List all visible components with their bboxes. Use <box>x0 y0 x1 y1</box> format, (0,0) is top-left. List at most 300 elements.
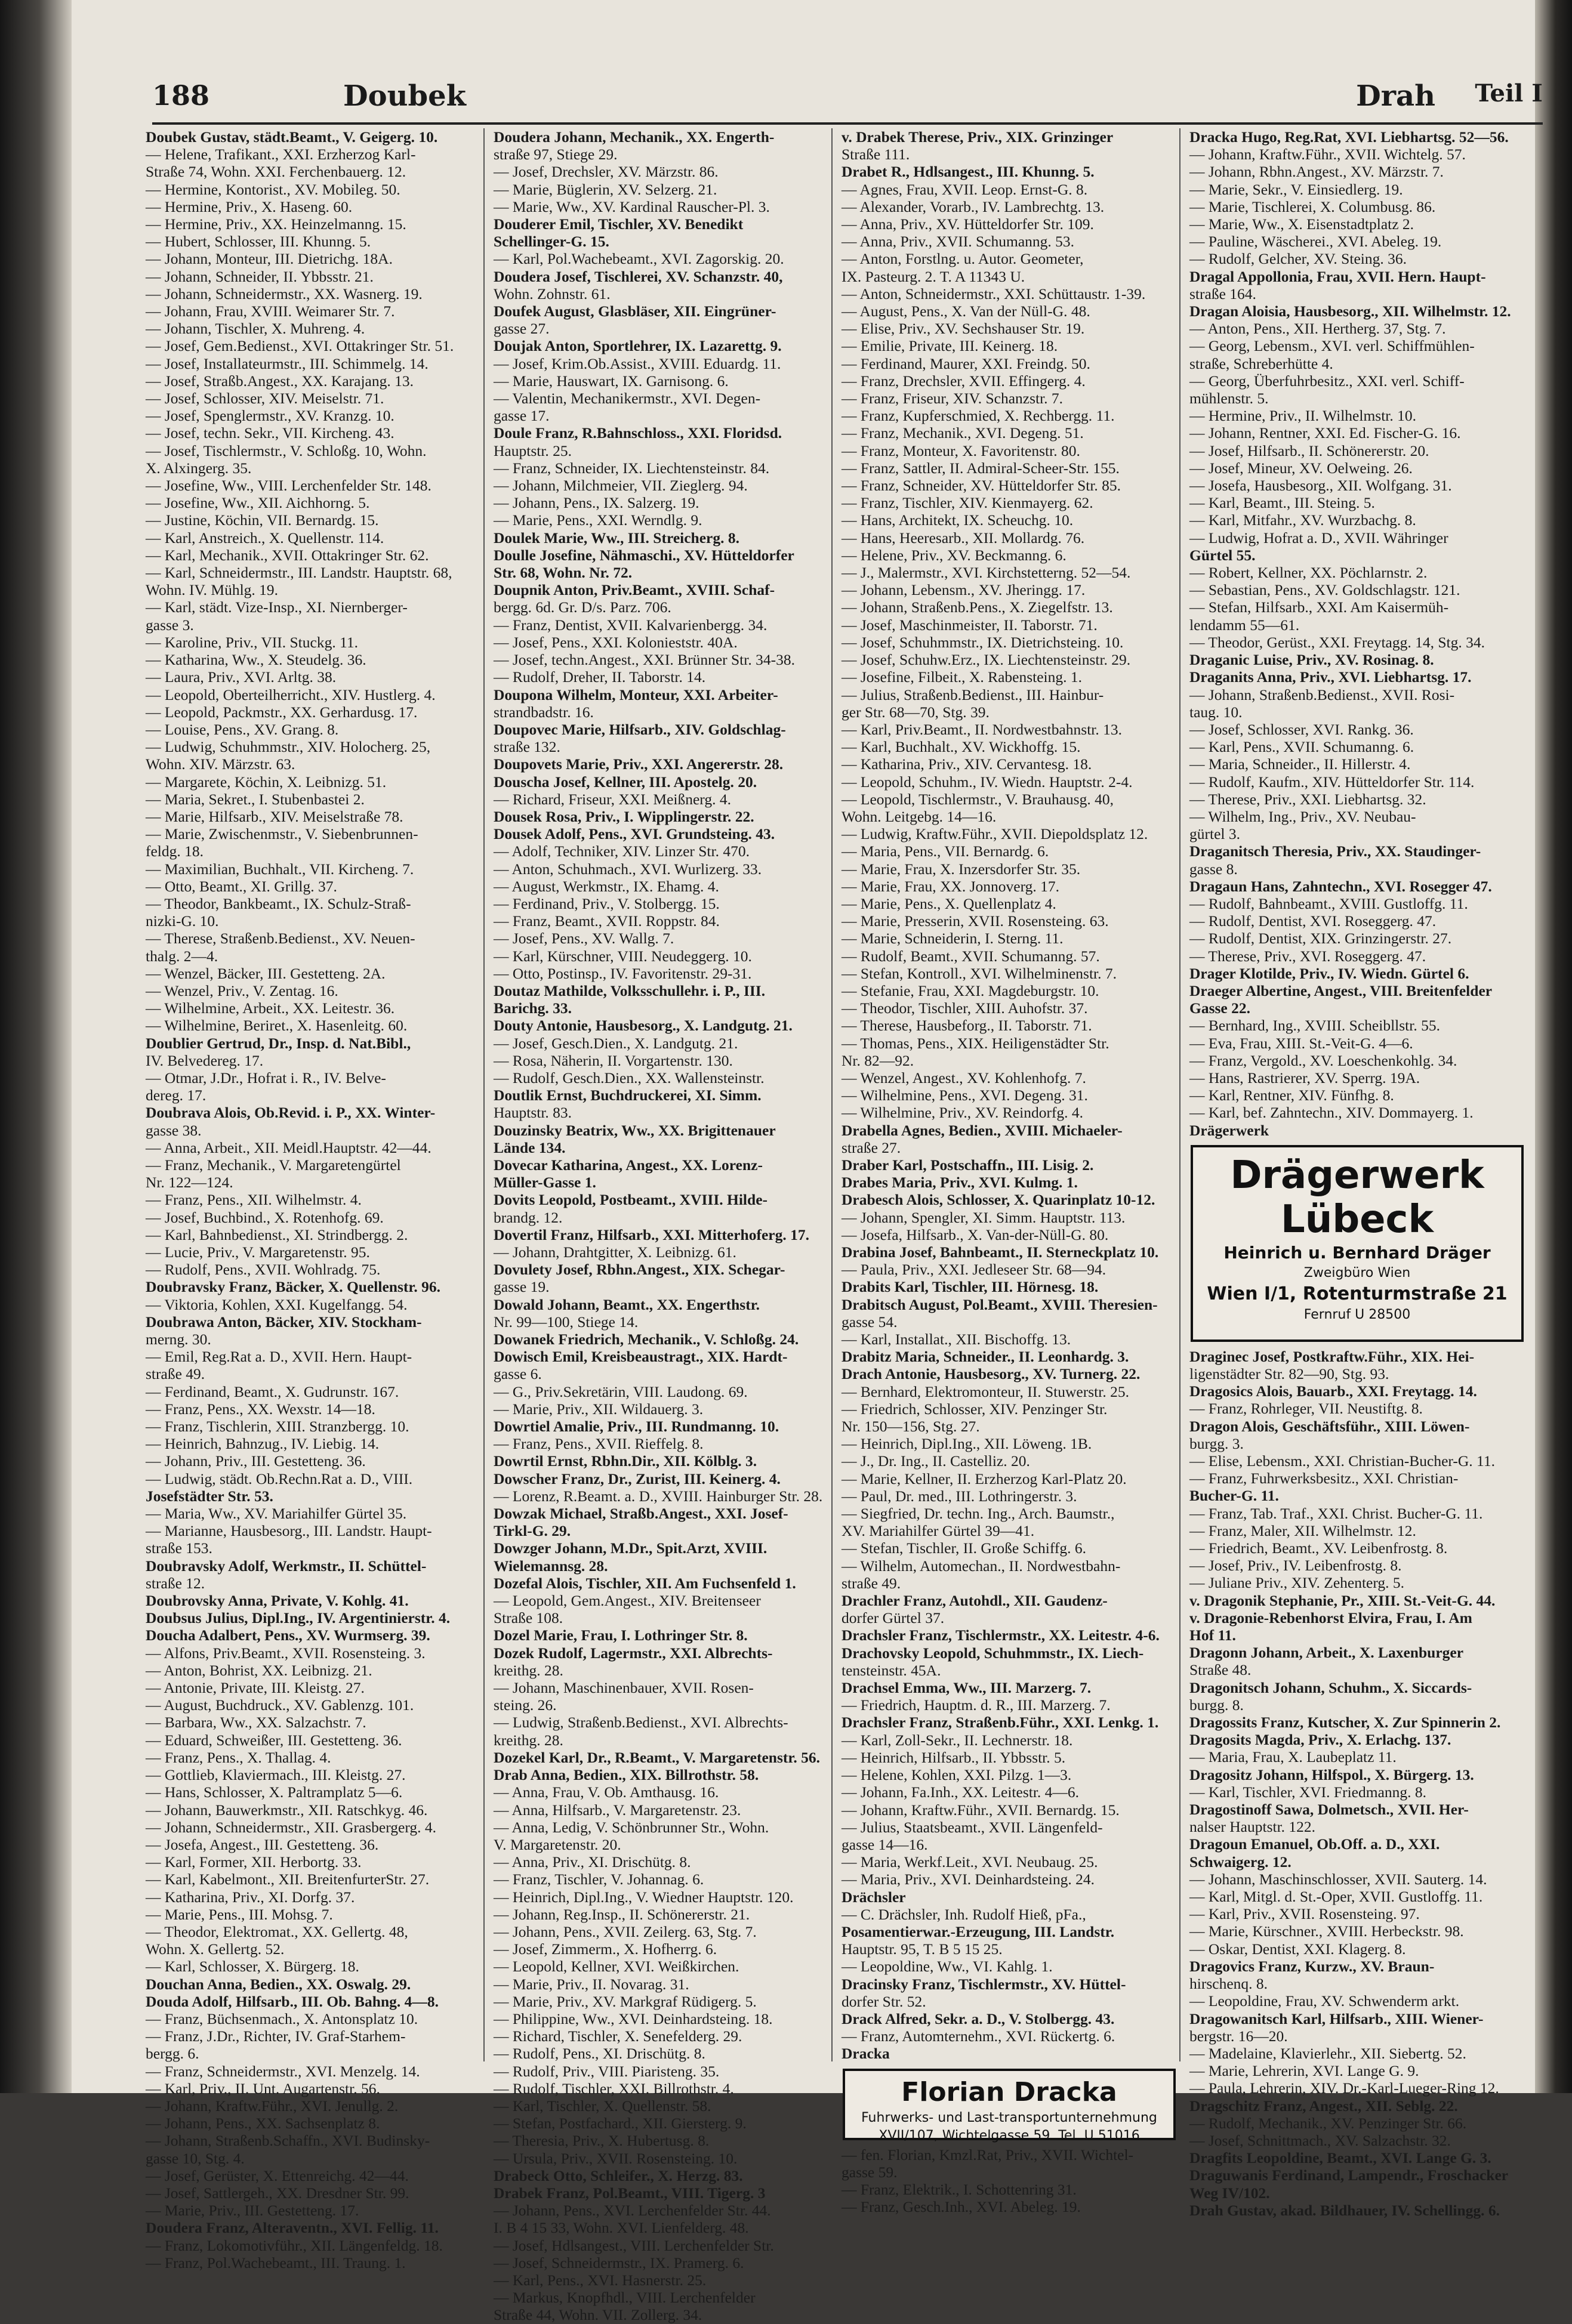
directory-entry: Doupovets Marie, Priv., XXI. Angererstr. 28. <box>494 755 784 773</box>
directory-entry: — Therese, Priv., XXI. Liebhartsg. 32. <box>1189 790 1426 808</box>
directory-entry: Drächsler <box>842 1888 906 1906</box>
directory-entry: IV. Belvedereg. 17. <box>146 1051 264 1069</box>
directory-entry: — Agnes, Frau, XVII. Leop. Ernst-G. 8. <box>842 180 1088 198</box>
directory-entry: bergg. 6d. Gr. D/s. Parz. 706. <box>494 598 671 616</box>
directory-entry: Doubek Gustav, städt.Beamt., V. Geigerg. 10. <box>146 128 438 146</box>
directory-entry: straße 27. <box>842 1138 901 1156</box>
directory-entry: — Karl, Beamt., III. Steing. 5. <box>1189 494 1375 512</box>
directory-entry: — C. Drächsler, Inh. Rudolf Hieß, pFa., <box>842 1905 1086 1923</box>
directory-entry: Wohn. Leitgebg. 14—16. <box>842 807 997 825</box>
directory-entry: — Anna, Priv., XVII. Schumanng. 53. <box>842 233 1075 251</box>
directory-entry: — Paul, Dr. med., III. Lothringerstr. 3. <box>842 1487 1077 1505</box>
directory-entry: dorfer Str. 52. <box>842 1992 926 2010</box>
directory-entry: — Josef, Hdlsangest., VIII. Lerchenfelder Str. <box>494 2236 774 2254</box>
directory-entry: — Wenzel, Priv., V. Zentag. 16. <box>146 982 338 999</box>
directory-entry: — Marie, Tischlerei, X. Columbusg. 86. <box>1189 197 1436 215</box>
directory-entry: Gasse 22. <box>1189 999 1250 1017</box>
directory-entry: Dragosits Magda, Priv., X. Erlachg. 137. <box>1189 1731 1451 1749</box>
directory-entry: Dozefal Alois, Tischler, XII. Am Fuchsenfeld 1. <box>494 1574 796 1592</box>
directory-entry: — fen. Florian, Kmzl.Rat, Priv., XVII. Wichtel- <box>842 2146 1134 2163</box>
directory-entry: Drah Gustav, akad. Bildhauer, IV. Schellingg. 6. <box>1189 2201 1500 2219</box>
directory-entry: — Leopold, Schuhm., IV. Wiedn. Hauptstr. 2-4. <box>842 773 1133 791</box>
directory-entry: — Marie, Schneiderin, I. Sterng. 11. <box>842 930 1064 947</box>
directory-entry: Dowisch Emil, Kreisbeaustragt., XIX. Hardt- <box>494 1348 788 1366</box>
directory-entry: Dragonn Johann, Arbeit., X. Laxenburger <box>1189 1644 1464 1662</box>
directory-entry: — Gottlieb, Klaviermach., III. Kleistg. 27. <box>146 1766 406 1784</box>
directory-entry: Nr. 150—156, Stg. 27. <box>842 1418 980 1436</box>
directory-entry: — Franz, Pens., XVII. Rieffelg. 8. <box>494 1435 704 1453</box>
directory-entry: v. Dragonie-Rebenhorst Elvira, Frau, I. Am <box>1189 1609 1472 1627</box>
directory-entry: nalser Hauptstr. 122. <box>1189 1818 1316 1836</box>
directory-entry: Drab Anna, Bedien., XIX. Billrothstr. 58. <box>494 1766 759 1784</box>
directory-entry: — Franz, Elektrik., I. Schottenring 31. <box>842 2180 1077 2198</box>
directory-entry: — Wilhelmine, Priv., XV. Reindorfg. 4. <box>842 1104 1084 1122</box>
directory-entry: feldg. 18. <box>146 842 204 860</box>
directory-entry: IX. Pasteurg. 2. T. A 11343 U. <box>842 267 1025 285</box>
directory-entry: — Franz, Automternehm., XVI. Rückertg. 6. <box>842 2027 1115 2045</box>
directory-entry: — Marie, Pens., X. Quellenplatz 4. <box>842 894 1056 912</box>
directory-entry: — Theodor, Elektromat., XX. Gellertg. 48, <box>146 1922 408 1940</box>
directory-entry: gasse 6. <box>494 1365 542 1383</box>
directory-entry: Drabeck Otto, Schleifer., X. Herzg. 83. <box>494 2166 743 2184</box>
directory-entry: — Ursula, Priv., XVII. Rosensteing. 10. <box>494 2149 738 2167</box>
directory-entry: Doulek Marie, Ww., III. Streicherg. 8. <box>494 529 739 547</box>
directory-entry: — Valentin, Mechanikermstr., XVI. Degen- <box>494 390 761 408</box>
directory-entry: — Adolf, Techniker, XIV. Linzer Str. 470. <box>494 842 750 860</box>
directory-entry: Dragon Alois, Geschäftsführ., XIII. Löwen- <box>1189 1417 1470 1435</box>
directory-entry: — Josef, Pens., XV. Wallg. 7. <box>494 930 674 947</box>
directory-entry: — Katharina, Priv., XIV. Cervantesg. 18. <box>842 755 1092 773</box>
directory-entry: Straße 111. <box>842 146 910 163</box>
directory-entry: — Rosa, Näherin, II. Vorgartenstr. 130. <box>494 1051 733 1069</box>
directory-entry: — Viktoria, Kohlen, XXI. Kugelfangg. 54. <box>146 1295 408 1313</box>
directory-entry: — Karl, Kabelmont., XII. BreitenfurterStr. 27. <box>146 1871 430 1888</box>
directory-entry: — Johann, Kraftw.Führ., XVII. Bernardg. 15. <box>842 1801 1120 1819</box>
directory-entry: — Franz, Kupferschmied, X. Rechbergg. 11. <box>842 407 1115 425</box>
directory-entry: Straße 44, Wohn. VII. Zollerg. 34. <box>494 2306 702 2324</box>
directory-entry: — Leopold, Oberteilherricht., XIV. Hustlerg. 4. <box>146 686 436 703</box>
directory-entry: — Franz, Gesch.Inh., XVI. Abeleg. 19. <box>842 2198 1081 2216</box>
directory-entry: Douda Adolf, Hilfsarb., III. Ob. Bahng. 4—8. <box>146 1992 439 2010</box>
directory-entry: — Rudolf, Beamt., XVII. Schumanng. 57. <box>842 947 1100 965</box>
directory-entry: lendamm 55—61. <box>1189 616 1300 634</box>
directory-entry: — Hans, Rastrierer, XV. Sperrg. 19A. <box>1189 1069 1420 1087</box>
directory-entry: — Laura, Priv., XVI. Arltg. 38. <box>146 668 337 686</box>
directory-entry: — Stefanie, Frau, XXI. Magdeburgstr. 10. <box>842 982 1099 999</box>
directory-entry: — Wilhelmine, Arbeit., XX. Leitestr. 36. <box>146 999 395 1017</box>
directory-entry: Dozekel Karl, Dr., R.Beamt., V. Margaretenstr. 56. <box>494 1748 820 1766</box>
directory-entry: — Johann, Milchmeier, VII. Zieglerg. 94. <box>494 477 748 495</box>
directory-entry: — Karl, Pol.Wachebeamt., XVI. Zagorskig. 20. <box>494 250 784 268</box>
directory-entry: XV. Mariahilfer Gürtel 39—41. <box>842 1522 1035 1540</box>
directory-entry: — Johann, Pens., IX. Salzerg. 19. <box>494 494 699 512</box>
directory-entry: Dragal Appollonia, Frau, XVII. Hern. Haupt- <box>1189 267 1486 285</box>
directory-entry: Dowscher Franz, Dr., Zurist, III. Keinerg. 4. <box>494 1470 781 1487</box>
directory-entry: — Hans, Schlosser, X. Paltramplatz 5—6. <box>146 1783 403 1801</box>
directory-entry: Dovecar Katharina, Angest., XX. Lorenz- <box>494 1156 763 1174</box>
directory-entry: — Karl, Schlosser, X. Bürgerg. 18. <box>146 1958 359 1976</box>
directory-entry: — Maria, Schneider., II. Hillerstr. 4. <box>1189 755 1411 773</box>
directory-entry: — Hans, Architekt, IX. Scheuchg. 10. <box>842 511 1074 529</box>
directory-entry: — Rudolf, Gesch.Dien., XX. Wallensteinstr. <box>494 1069 765 1087</box>
directory-entry: V. Margaretenstr. 20. <box>494 1835 621 1853</box>
directory-entry: — Franz, Monteur, X. Favoritenstr. 80. <box>842 442 1080 459</box>
directory-entry: — Richard, Friseur, XXI. Meißnerg. 4. <box>494 790 731 808</box>
directory-entry: — Alfons, Priv.Beamt., XVII. Rosensteing. 3. <box>146 1644 426 1662</box>
directory-entry: — Rudolf, Mechanik., XV. Penzinger Str. 66. <box>1189 2114 1467 2132</box>
directory-entry: Drabet R., Hdlsangest., III. Khunng. 5. <box>842 163 1095 181</box>
directory-entry: Drachsler Franz, Straßenb.Führ., XXI. Lenkg. 1. <box>842 1714 1159 1732</box>
ad-dracka-business: Fuhrwerks- und Last-transportunternehmung <box>861 2110 1157 2125</box>
directory-entry: — Marianne, Hausbesorg., III. Landstr. Haupt- <box>146 1522 432 1540</box>
directory-entry: — Johann, Spengler, XI. Simm. Hauptstr. 113. <box>842 1208 1126 1226</box>
directory-entry: — Leopold, Gem.Angest., XIV. Breitenseer <box>494 1592 761 1610</box>
directory-entry: — Marie, Hauswart, IX. Garnisong. 6. <box>494 372 729 390</box>
directory-entry: — Josef, Krim.Ob.Assist., XVIII. Eduardg. 11. <box>494 354 781 372</box>
directory-entry: — Marie, Priv., III. Gestetteng. 17. <box>146 2202 359 2220</box>
directory-entry: — Johann, Pens., XX. Sachsenplatz 8. <box>146 2115 380 2132</box>
directory-entry: Wielemannsg. 28. <box>494 1557 608 1575</box>
directory-entry: — Franz, Fuhrwerksbesitz., XXI. Christian- <box>1189 1470 1459 1487</box>
directory-entry: — Karl, Installat., XII. Bischoffg. 13. <box>842 1331 1071 1348</box>
directory-entry: Dragowanitsch Karl, Hilfsarb., XIII. Wiener- <box>1189 2010 1484 2027</box>
directory-entry: — Franz, Pens., XX. Wexstr. 14—18. <box>146 1400 375 1418</box>
directory-entry: — August, Pens., X. Van der Nüll-G. 48. <box>842 303 1090 320</box>
directory-entry: — Theodor, Gerüst., XXI. Freytagg. 14, Stg. 34. <box>1189 633 1485 651</box>
directory-entry: — Marie, Priv., XII. Wildauerg. 3. <box>494 1400 704 1418</box>
directory-entry: Drach Antonie, Hausbesorg., XV. Turnerg. 22. <box>842 1365 1141 1383</box>
directory-entry: — Karl, Pens., XVII. Schumanng. 6. <box>1189 738 1414 756</box>
directory-entry: — Robert, Kellner, XX. Pöchlarnstr. 2. <box>1189 564 1428 582</box>
directory-entry: Douzinsky Beatrix, Ww., XX. Brigittenauer <box>494 1121 776 1139</box>
directory-entry: gasse 19. <box>494 1278 550 1296</box>
directory-entry: burgg. 3. <box>1189 1434 1244 1452</box>
directory-entry: — Maria, Pens., VII. Bernardg. 6. <box>842 842 1049 860</box>
directory-entry: gasse 10, Stg. 4. <box>146 2149 245 2167</box>
directory-entry: — Karl, Kürschner, VIII. Neudeggerg. 10. <box>494 947 752 965</box>
directory-entry: — Franz, Mechanik., V. Margaretengürtel <box>146 1156 401 1174</box>
directory-entry: Dragositz Johann, Hilfspol., X. Bürgerg. 13. <box>1189 1766 1474 1783</box>
directory-entry: — Stefan, Tischler, II. Große Schiffg. 6. <box>842 1539 1087 1557</box>
directory-entry: — Stefan, Kontroll., XVI. Wilhelminenstr. 7. <box>842 964 1117 982</box>
directory-entry: — Johann, Priv., III. Gestetteng. 36. <box>146 1452 366 1470</box>
directory-entry: — Emil, Reg.Rat a. D., XVII. Hern. Haupt- <box>146 1348 412 1366</box>
directory-entry: — Rudolf, Dreher, II. Taborstr. 14. <box>494 668 706 686</box>
directory-entry: — Franz, Beamt., XVII. Roppstr. 84. <box>494 912 720 930</box>
directory-entry: Dragostinoff Sawa, Dolmetsch., XVII. Her- <box>1189 1801 1469 1819</box>
directory-entry: Hauptstr. 95, T. B 5 15 25. <box>842 1940 1003 1958</box>
directory-entry: Draguwanis Ferdinand, Lampendr., Froschacker <box>1189 2166 1509 2184</box>
directory-entry: — Leopold, Kellner, XVI. Weißkirchen. <box>494 1958 739 1976</box>
directory-entry: straße 97, Stiege 29. <box>494 146 618 163</box>
directory-entry: Schellinger-G. 15. <box>494 233 609 251</box>
directory-entry: ger Str. 68—70, Stg. 39. <box>842 703 990 721</box>
directory-entry: — Hans, Heeresarb., XII. Mollardg. 76. <box>842 529 1085 547</box>
directory-entry: — Marie, Hilfsarb., XIV. Meiselstraße 78. <box>146 807 403 825</box>
directory-entry: — Rudolf, Tischler, XXI. Billrothstr. 4. <box>494 2079 734 2097</box>
directory-entry: — Ferdinand, Maurer, XXI. Freindg. 50. <box>842 354 1090 372</box>
directory-entry: — Karl, Priv., II. Unt. Augartenstr. 56. <box>146 2079 380 2097</box>
directory-entry: — Wilhelmine, Pens., XVI. Degeng. 31. <box>842 1087 1088 1104</box>
directory-entry: — Friedrich, Schlosser, XIV. Penzinger Str. <box>842 1400 1108 1418</box>
directory-column-3 <box>839 128 1180 2216</box>
directory-entry: — Ludwig, Kraftw.Führ., XVII. Diepoldsplatz 12. <box>842 825 1148 843</box>
directory-entry: — Anton, Schuhmach., XVI. Wurlizerg. 33. <box>494 860 762 878</box>
directory-entry: — Wilhelmine, Beriret., X. Hasenleitg. 60. <box>146 1017 408 1035</box>
directory-entry: — Karl, Former, XII. Herbortg. 33. <box>146 1853 362 1871</box>
directory-entry: — Maria, Sekret., I. Stubenbastei 2. <box>146 790 365 808</box>
directory-entry: Doubrawa Anton, Bäcker, XIV. Stockham- <box>146 1313 422 1331</box>
directory-entry: Wohn. XIV. Märzstr. 63. <box>146 755 295 773</box>
directory-entry: straße 49. <box>842 1574 901 1592</box>
directory-entry: — Hubert, Schlosser, III. Khunng. 5. <box>146 233 371 251</box>
directory-entry: Hof 11. <box>1189 1627 1236 1644</box>
directory-entry: — Oskar, Dentist, XXI. Klagerg. 8. <box>1189 1940 1406 1958</box>
directory-entry: — J., Malermstr., XVI. Kirchstetterng. 52—54. <box>842 564 1131 582</box>
directory-entry: bergstr. 16—20. <box>1189 2027 1288 2045</box>
directory-entry: Doupnik Anton, Priv.Beamt., XVIII. Schaf- <box>494 581 775 599</box>
directory-entry: — Johann, Fa.Inh., XX. Leitestr. 4—6. <box>842 1783 1080 1801</box>
directory-entry: — Franz, Dentist, XVII. Kalvarienbergg. 34. <box>494 616 767 634</box>
ad-draeger-line4: Zweigbüro Wien <box>1303 1265 1411 1280</box>
directory-entry: Bucher-G. 11. <box>1189 1487 1279 1505</box>
directory-entry: Drägerwerk <box>1189 1121 1269 1139</box>
directory-entry: — Josefa, Hilfsarb., X. Van-der-Nüll-G. 80. <box>842 1226 1109 1243</box>
directory-entry: — Johann, Schneidermstr., XII. Grasbergerg. 4. <box>146 1818 437 1836</box>
page-header <box>152 75 1543 125</box>
directory-entry: — Marie, Büglerin, XV. Selzerg. 21. <box>494 180 717 198</box>
directory-entry: Douchan Anna, Bedien., XX. Oswalg. 29. <box>146 1975 411 1993</box>
directory-entry: — Therese, Straßenb.Bedienst., XV. Neuen- <box>146 930 415 947</box>
directory-entry: Wohn. X. Gellertg. 52. <box>146 1940 285 1958</box>
directory-entry: v. Drabek Therese, Priv., XIX. Grinzinger <box>842 128 1114 146</box>
directory-entry: I. B 4 15 33, Wohn. XVI. Lienfelderg. 48. <box>494 2219 749 2237</box>
directory-entry: — Marie, Priv., XV. Markgraf Rüdigerg. 5. <box>494 1992 757 2010</box>
directory-entry: — Katharina, Priv., XI. Dorfg. 37. <box>146 1888 355 1906</box>
directory-entry: kreithg. 28. <box>494 1661 563 1679</box>
directory-entry: — Johann, Reg.Insp., II. Schönererstr. 21. <box>494 1905 750 1923</box>
directory-entry: straße 49. <box>146 1365 205 1383</box>
directory-entry: — Johann, Bauwerkmstr., XII. Ratschkyg. 46. <box>146 1801 428 1819</box>
directory-entry: — Josef, Priv., IV. Leibenfrostg. 8. <box>1189 1557 1402 1575</box>
directory-entry: — Rudolf, Dentist, XVI. Roseggerg. 47. <box>1189 912 1437 930</box>
directory-entry: gürtel 3. <box>1189 825 1240 843</box>
dracka-advertisement <box>843 2069 1176 2143</box>
directory-entry: — Franz, Sattler, II. Admiral-Scheer-Str. 155. <box>842 459 1120 477</box>
directory-entry: Doubsus Julius, Dipl.Ing., IV. Argentinierstr. 4. <box>146 1609 451 1627</box>
directory-entry: Nr. 82—92. <box>842 1051 914 1069</box>
directory-entry: — Josef, Schnittmach., XV. Salzachstr. 32. <box>1189 2131 1451 2149</box>
directory-entry: kreithg. 28. <box>494 1731 563 1749</box>
directory-entry: — Friedrich, Hauptm. d. R., III. Marzerg. 7. <box>842 1696 1111 1714</box>
directory-entry: ligenstädter Str. 82—90, Stg. 93. <box>1189 1365 1389 1382</box>
directory-entry: — Ludwig, Hofrat a. D., XVII. Währinger <box>1189 529 1448 547</box>
directory-entry: — Ludwig, Schuhmmstr., XIV. Holocherg. 25, <box>146 738 431 756</box>
directory-entry: — Siegfried, Dr. techn. Ing., Arch. Baumstr., <box>842 1505 1115 1523</box>
ad-draeger-line6: Fernruf U 28500 <box>1303 1307 1411 1322</box>
directory-entry: — Elise, Lebensm., XXI. Christian-Bucher-G. 11. <box>1189 1452 1495 1470</box>
directory-entry: — Anna, Ledig, V. Schönbrunner Str., Wohn. <box>494 1818 769 1836</box>
directory-entry: gasse 38. <box>146 1121 202 1139</box>
directory-entry: — Johann, Kraftw.Führ., XVI. Jenullg. 2. <box>146 2097 399 2115</box>
directory-entry: — Johann, Straßenb.Schaffn., XVI. Budinsky- <box>146 2132 430 2150</box>
directory-entry: — Julius, Staatsbeamt., XVII. Längenfeld- <box>842 1818 1103 1836</box>
directory-entry: — Ludwig, Straßenb.Bedienst., XVI. Albrechts- <box>494 1714 788 1732</box>
directory-entry: X. Alxingerg. 35. <box>146 459 252 477</box>
directory-entry: Dozel Marie, Frau, I. Lothringer Str. 8. <box>494 1627 748 1644</box>
directory-entry: — Josef, techn. Sekr., VII. Kircheng. 43. <box>146 424 394 442</box>
directory-entry: — Johann, Maschinenbauer, XVII. Rosen- <box>494 1679 754 1697</box>
directory-entry: — Anna, Hilfsarb., V. Margaretenstr. 23. <box>494 1801 741 1819</box>
directory-entry: — Josef, Pens., XXI. Kolonieststr. 40A. <box>494 633 738 651</box>
directory-entry: Hauptstr. 25. <box>494 442 572 459</box>
directory-entry: Schwaigerg. 12. <box>1189 1853 1291 1871</box>
directory-entry: — Johann, Rentner, XXI. Ed. Fischer-G. 16. <box>1189 424 1461 442</box>
directory-entry: — Elise, Priv., XV. Sechshauser Str. 19. <box>842 320 1085 338</box>
directory-entry: Draganits Anna, Priv., XVI. Liebhartsg. 17. <box>1189 668 1472 686</box>
directory-entry: straße 132. <box>494 738 560 756</box>
directory-entry: — Marie, Frau, XX. Jonnoverg. 17. <box>842 877 1059 895</box>
directory-column-2 <box>491 128 833 2324</box>
directory-entry: — Marie, Frau, X. Inzersdorfer Str. 35. <box>842 860 1081 878</box>
directory-entry: Josefstädter Str. 53. <box>146 1487 273 1505</box>
directory-entry: Doubrava Alois, Ob.Revid. i. P., XX. Winter- <box>146 1104 436 1122</box>
directory-entry: Dracinsky Franz, Tischlermstr., XV. Hüttel- <box>842 1975 1126 1993</box>
directory-entry: — Johann, Kraftw.Führ., XVII. Wichtelg. 57. <box>1189 146 1466 163</box>
draegerwerk-advertisement <box>1191 1145 1524 1342</box>
directory-entry: Drabitsch August, Pol.Beamt., XVIII. Theresien- <box>842 1295 1158 1313</box>
directory-entry: — G., Priv.Sekretärin, VIII. Laudong. 69. <box>494 1382 748 1400</box>
directory-entry: — Karl, Pens., XVI. Hasnerstr. 25. <box>494 2271 707 2289</box>
directory-entry: gasse 3. <box>146 616 194 634</box>
directory-entry: — Franz, Vergold., XV. Loeschenkohlg. 34. <box>1189 1051 1457 1069</box>
directory-entry: — Karl, Mitfahr., XV. Wurzbachg. 8. <box>1189 511 1416 529</box>
directory-entry: Drabina Josef, Bahnbeamt., II. Sterneckplatz 10. <box>842 1243 1159 1261</box>
directory-entry: — Anton, Bohrist, XX. Leibnizg. 21. <box>146 1661 372 1679</box>
directory-entry: — Josef, Straßb.Angest., XX. Karajang. 13. <box>146 372 414 390</box>
directory-entry: Tirkl-G. 29. <box>494 1522 571 1540</box>
directory-entry: Dowald Johann, Beamt., XX. Engerthstr. <box>494 1295 760 1313</box>
directory-entry: Drabella Agnes, Bedien., XVIII. Michaeler- <box>842 1121 1123 1139</box>
directory-entry: Wohn. IV. Mühlg. 19. <box>146 581 279 599</box>
directory-entry: — Josef, Buchbind., X. Rotenhofg. 69. <box>146 1208 384 1226</box>
directory-entry: hirschenq. 8. <box>1189 1975 1268 1993</box>
directory-entry: — Rudolf, Kaufm., XIV. Hütteldorfer Str. 114. <box>1189 773 1475 791</box>
directory-entry: — Johann, Straßenb.Pens., X. Ziegelfstr. 13. <box>842 598 1113 616</box>
directory-entry: — Johann, Lebensm., XV. Jheringg. 17. <box>842 581 1086 599</box>
directory-entry: — Karl, Tischler, X. Quellenstr. 58. <box>494 2097 711 2115</box>
directory-entry: Doublier Gertrud, Dr., Insp. d. Nat.Bibl., <box>146 1034 411 1052</box>
directory-entry: Doule Franz, R.Bahnschloss., XXI. Floridsd. <box>494 424 782 442</box>
right-catchword: Drah <box>1356 79 1435 113</box>
directory-entry: — Franz, Pens., X. Thallag. 4. <box>146 1748 331 1766</box>
directory-entry: — Karl, Anstreich., X. Quellenstr. 114. <box>146 529 384 547</box>
directory-entry: — Marie, Kürschner., XVIII. Herbeckstr. 98. <box>1189 1922 1464 1940</box>
directory-entry: Barichg. 33. <box>494 999 572 1017</box>
directory-entry: — Eva, Frau, XIII. St.-Veit-G. 4—6. <box>1189 1034 1413 1052</box>
directory-entry: — Anton, Pens., XII. Hertherg. 37, Stg. 7. <box>1189 320 1446 338</box>
directory-entry: — Josef, Drechsler, XV. Märzstr. 86. <box>494 163 719 181</box>
directory-entry: Dragan Aloisia, Hausbesorg., XII. Wilhelmstr. 12. <box>1189 303 1511 320</box>
directory-entry: — Josef, Zimmerm., X. Hofherrg. 6. <box>494 1940 717 1958</box>
directory-entry: Dragovics Franz, Kurzw., XV. Braun- <box>1189 1957 1435 1975</box>
directory-entry: — Franz, Tab. Traf., XXI. Christ. Bucher-G. 11. <box>1189 1504 1483 1522</box>
directory-entry: — Franz, Schneidermstr., XVI. Menzelg. 14. <box>146 2062 420 2080</box>
directory-entry: Str. 68, Wohn. Nr. 72. <box>494 564 633 582</box>
directory-entry: — Hermine, Priv., II. Wilhelmstr. 10. <box>1189 407 1417 425</box>
directory-entry: — Josef, Maschinmeister, II. Taborstr. 71. <box>842 616 1098 634</box>
directory-entry: Straße 108. <box>494 1609 563 1627</box>
directory-entry: — Karl, Schneidermstr., III. Landstr. Hauptstr. 68, <box>146 564 452 582</box>
directory-entry: — Ludwig, städt. Ob.Rechn.Rat a. D., VIII. <box>146 1470 413 1487</box>
directory-entry: — Otto, Postinsp., IV. Favoritenstr. 29-31. <box>494 964 752 982</box>
directory-entry: Doulle Josefine, Nähmaschi., XV. Hütteldorfer <box>494 546 794 564</box>
directory-entry: — Johann, Tischler, X. Muhreng. 4. <box>146 320 365 338</box>
directory-entry: — Johann, Monteur, III. Dietrichg. 18A. <box>146 250 393 268</box>
directory-entry: — Madelaine, Klavierlehr., XII. Siebertg. 52. <box>1189 2044 1466 2062</box>
directory-entry: Dovulety Josef, Rbhn.Angest., XIX. Schegar- <box>494 1261 785 1279</box>
directory-entry: — Wilhelm, Automechan., II. Nordwestbahn- <box>842 1557 1121 1575</box>
directory-entry: mühlenstr. 5. <box>1189 390 1269 408</box>
directory-entry: Wohn. Zohnstr. 61. <box>494 285 611 303</box>
directory-entry: Draginec Josef, Postkraftw.Führ., XIX. Hei- <box>1189 1347 1475 1365</box>
directory-entry: Doubrovsky Anna, Private, V. Kohlg. 41. <box>146 1592 409 1610</box>
ad-draeger-line3: Heinrich u. Bernhard Dräger <box>1223 1242 1491 1263</box>
directory-entry: — Franz, Schneider, XV. Hütteldorfer Str. 85. <box>842 477 1121 495</box>
directory-entry: — Markus, Knopfhdl., VIII. Lerchenfelder <box>494 2289 756 2307</box>
directory-entry: burgg. 8. <box>1189 1696 1244 1714</box>
directory-entry: — Josef, Installateurmstr., III. Schimmelg. 14. <box>146 354 429 372</box>
directory-entry: — Karl, Rentner, XIV. Fünfhg. 8. <box>1189 1087 1394 1104</box>
directory-entry: — Josef, Schlosser, XIV. Meiselstr. 71. <box>146 390 384 408</box>
directory-entry: — Marie, Sekr., V. Einsiedlerg. 19. <box>1189 180 1403 198</box>
directory-entry: Nr. 122—124. <box>146 1174 233 1192</box>
directory-entry: — Marie, Pens., XXI. Werndlg. 9. <box>494 511 702 529</box>
directory-entry: — Marie, Ww., X. Eisenstadtplatz 2. <box>1189 215 1414 233</box>
directory-entry: — Franz, Pens., XII. Wilhelmstr. 4. <box>146 1191 362 1209</box>
directory-entry: — Franz, J.Dr., Richter, IV. Graf-Starhem- <box>146 2027 406 2045</box>
directory-entry: — Franz, Tischler, V. Johannag. 6. <box>494 1871 704 1888</box>
directory-entry: Doutlik Ernst, Buchdruckerei, XI. Simm. <box>494 1087 762 1104</box>
directory-entry: — Josef, Spenglermstr., XV. Kranzg. 10. <box>146 407 394 425</box>
directory-entry: Drachler Franz, Autohdl., XII. Gaudenz- <box>842 1592 1108 1610</box>
directory-entry: Dragosics Alois, Bauarb., XXI. Freytagg. 14. <box>1189 1382 1477 1400</box>
directory-entry: — Antonie, Private, III. Kleistg. 27. <box>146 1679 365 1697</box>
directory-entry: — Franz, Büchsenmach., X. Antonsplatz 10. <box>146 2010 418 2027</box>
directory-entry: — Julius, Straßenb.Bedienst., III. Hainbur- <box>842 686 1104 703</box>
directory-entry: Hauptstr. 83. <box>494 1104 572 1122</box>
directory-entry: Doupovec Marie, Hilfsarb., XIV. Goldschlag- <box>494 720 786 738</box>
directory-entry: — Josefa, Angest., III. Gestetteng. 36. <box>146 1835 379 1853</box>
directory-entry: — Hermine, Priv., XX. Heinzelmanng. 15. <box>146 215 406 233</box>
directory-entry: — Georg, Lebensm., XVI. verl. Schiffmühlen- <box>1189 337 1475 355</box>
directory-entry: — Josefine, Filbeit., X. Rabensteing. 1. <box>842 668 1082 686</box>
directory-entry: — Rudolf, Bahnbeamt., XVIII. Gustloffg. 11. <box>1189 894 1468 912</box>
directory-entry: Doubravsky Adolf, Werkmstr., II. Schüttel- <box>146 1557 427 1575</box>
directory-entry: — Josefa, Hausbesorg., XII. Wolfgang. 31. <box>1189 477 1452 495</box>
directory-entry: — Josef, Hilfsarb., II. Schönererstr. 20. <box>1189 442 1429 459</box>
directory-entry: — Maria, Ww., XV. Mariahilfer Gürtel 35. <box>146 1505 407 1523</box>
directory-entry: Drager Klotilde, Priv., IV. Wiedn. Gürtel 6. <box>1189 964 1469 982</box>
directory-entry: — Ferdinand, Beamt., X. Gudrunstr. 167. <box>146 1382 399 1400</box>
directory-entry: — Josef, Mineur, XV. Oelweing. 26. <box>1189 459 1413 477</box>
directory-entry: — Franz, Maler, XII. Wilhelmstr. 12. <box>1189 1521 1416 1539</box>
directory-entry: — Josefine, Ww., VIII. Lerchenfelder Str. 148. <box>146 477 431 495</box>
directory-entry: — Otmar, J.Dr., Hofrat i. R., IV. Belve- <box>146 1069 386 1087</box>
directory-entry: — Marie, Pens., III. Mohsg. 7. <box>146 1905 333 1923</box>
directory-column-1 <box>143 128 485 2271</box>
directory-entry: — Leopoldine, Frau, XV. Schwenderm arkt. <box>1189 1992 1460 2010</box>
